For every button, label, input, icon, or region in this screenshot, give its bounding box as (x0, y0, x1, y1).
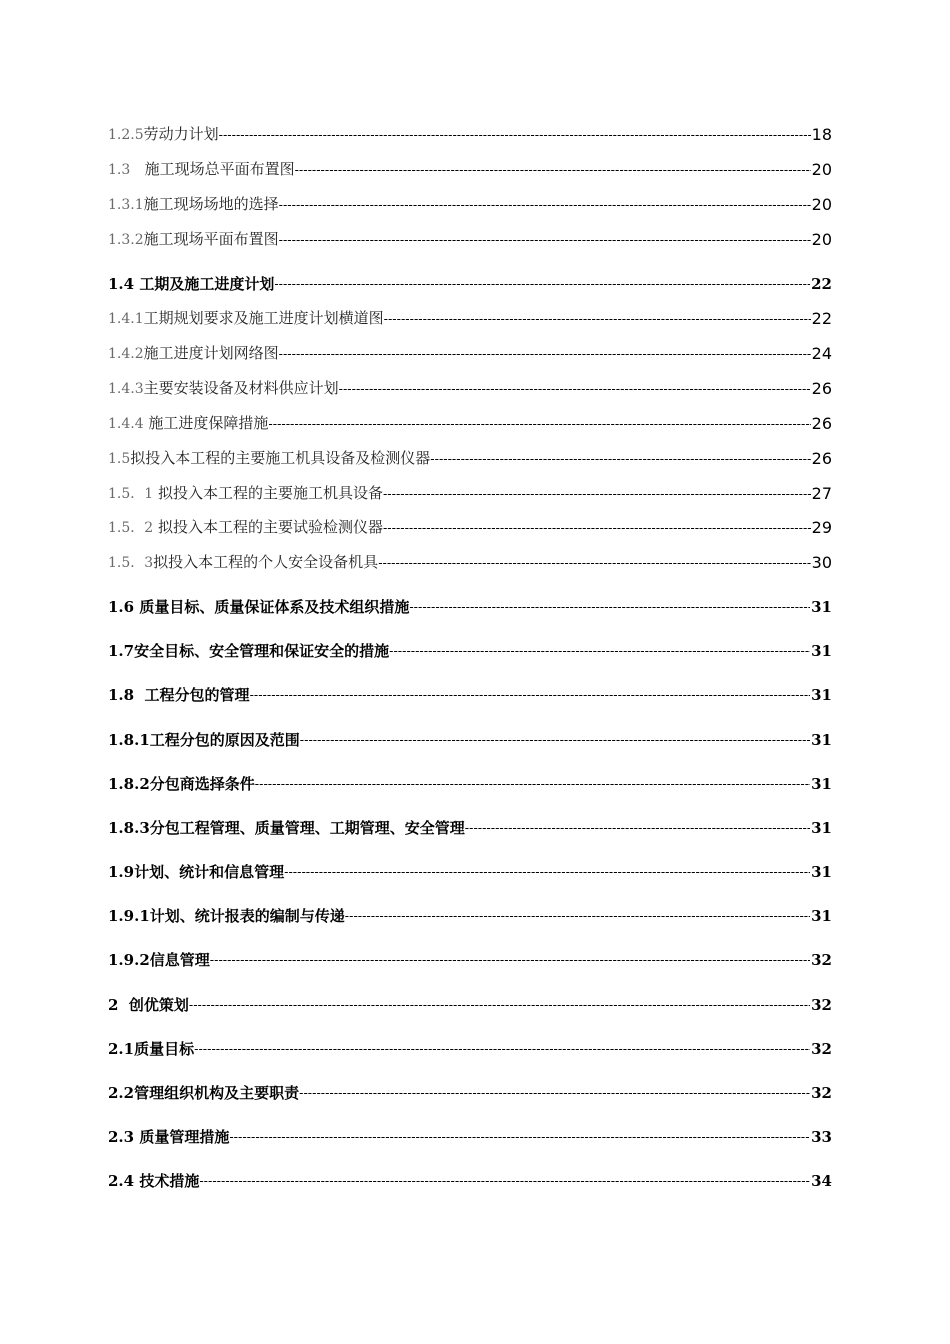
toc-entry[interactable] (108, 1165, 832, 1191)
toc-page-number: 31 (811, 775, 832, 793)
toc-page-number: 32 (811, 1084, 832, 1102)
toc-page-number: 20 (811, 230, 832, 249)
toc-entry-number: 1.3 (108, 162, 131, 178)
toc-leader (383, 518, 811, 538)
toc-leader (383, 484, 811, 504)
toc-entry[interactable] (108, 268, 832, 294)
toc-leader (300, 730, 810, 750)
toc-entry-number: 1.3.2 (108, 232, 144, 248)
toc-page-number: 29 (811, 518, 832, 537)
toc-leader (409, 597, 810, 617)
toc-entry[interactable] (108, 679, 832, 705)
toc-leader (250, 685, 811, 705)
toc-entry-title: 施工现场场地的选择 (143, 195, 279, 213)
toc-entry[interactable] (108, 154, 832, 180)
toc-entry[interactable] (108, 724, 832, 750)
toc-page-number: 22 (811, 275, 832, 293)
toc-entry[interactable] (108, 944, 832, 970)
toc-leader (279, 195, 811, 215)
toc-page-number: 34 (811, 1172, 832, 1190)
toc-entry-number: 1.5．3 (108, 555, 154, 571)
toc-page-number: 24 (811, 344, 832, 363)
toc-entry-title: 技术措施 (134, 1172, 200, 1190)
toc-entry-title: 拟投入本工程的主要试验检测仪器 (153, 518, 383, 536)
toc-page-number: 31 (811, 907, 832, 925)
toc-entry-title: 拟投入本工程的主要施工机具设备及检测仪器 (130, 449, 431, 467)
toc-page-number: 31 (811, 819, 832, 837)
toc-entry[interactable] (108, 512, 832, 538)
toc-entry-title: 质量管理措施 (134, 1128, 230, 1146)
toc-entry[interactable] (108, 989, 832, 1015)
toc-leader (210, 950, 810, 970)
toc-entry-title: 管理组织机构及主要职责 (134, 1084, 300, 1102)
toc-entry[interactable] (108, 768, 832, 794)
toc-entry-title: 工程分包的原因及范围 (149, 731, 300, 749)
toc-leader (299, 1083, 810, 1103)
toc-page-number: 18 (811, 125, 832, 144)
toc-leader (255, 774, 810, 794)
toc-entry-title: 施工进度计划网络图 (143, 344, 279, 362)
toc-entry-number: 1.8.1 (108, 731, 150, 749)
toc-entry-number: 1.8 (108, 686, 135, 704)
toc-entry-title: 质量目标、质量保证体系及技术组织措施 (134, 598, 410, 616)
toc-entry-number: 1.4.2 (108, 346, 144, 362)
toc-page-number: 32 (811, 1040, 832, 1058)
toc-leader (279, 230, 811, 250)
toc-entry-title: 工期规划要求及施工进度计划横道图 (143, 309, 384, 327)
toc-entry[interactable] (108, 1121, 832, 1147)
toc-leader (430, 449, 810, 469)
toc-entry[interactable] (108, 900, 832, 926)
toc-entry-number: 1.5 (108, 451, 131, 467)
toc-entry[interactable] (108, 547, 832, 573)
toc-leader (189, 995, 810, 1015)
toc-entry-title: 施工进度保障措施 (143, 414, 269, 432)
toc-entry[interactable] (108, 119, 832, 145)
toc-leader (219, 125, 811, 145)
toc-entry-number: 2.1 (108, 1040, 135, 1058)
toc-entry-number: 1.2.5 (108, 127, 144, 143)
toc-entry-number: 1.5．2 (108, 520, 154, 536)
toc-entry[interactable] (108, 338, 832, 364)
toc-leader (268, 414, 810, 434)
toc-entry-title: 工期及施工进度计划 (134, 275, 275, 293)
toc-entry-title: 工程分包的管理 (134, 686, 250, 704)
toc-page-number: 31 (811, 642, 832, 660)
toc-entry-title: 创优策划 (118, 996, 189, 1014)
toc-entry-title: 信息管理 (149, 951, 210, 969)
toc-entry-number: 1.4.3 (108, 381, 144, 397)
toc-page-number: 31 (811, 731, 832, 749)
toc-leader (295, 160, 811, 180)
toc-entry-number: 2.2 (108, 1084, 135, 1102)
toc-entry[interactable] (108, 591, 832, 617)
toc-entry-number: 1.7 (108, 642, 135, 660)
toc-entry-number: 2.3 (108, 1128, 135, 1146)
toc-page-number: 22 (811, 309, 832, 328)
toc-leader (339, 379, 811, 399)
toc-entry-number: 1.9 (108, 863, 135, 881)
toc-entry-number: 1.6 (108, 598, 135, 616)
toc-entry-title: 施工现场总平面布置图 (130, 160, 295, 178)
toc-leader (384, 309, 811, 329)
toc-leader (465, 818, 810, 838)
toc-page-number: 31 (811, 598, 832, 616)
toc-entry-number: 1.5．1 (108, 486, 154, 502)
toc-entry[interactable] (108, 408, 832, 434)
toc-entry-title: 施工现场平面布置图 (143, 230, 279, 248)
toc-entry[interactable] (108, 1033, 832, 1059)
toc-entry[interactable] (108, 443, 832, 469)
toc-entry-title: 主要安装设备及材料供应计划 (143, 379, 339, 397)
toc-entry-title: 分包商选择条件 (149, 775, 255, 793)
toc-entry-number: 1.8.2 (108, 775, 150, 793)
toc-leader (279, 344, 811, 364)
toc-page-number: 30 (811, 553, 832, 572)
toc-page-number: 26 (811, 379, 832, 398)
toc-page-number: 20 (811, 195, 832, 214)
toc-leader (229, 1127, 810, 1147)
toc-page-number: 20 (811, 160, 832, 179)
toc-page-number: 27 (811, 484, 832, 503)
toc-entry-title: 安全目标、安全管理和保证安全的措施 (134, 642, 390, 660)
toc-entry-number: 1.3.1 (108, 197, 144, 213)
toc-entry-number: 1.8.3 (108, 819, 150, 837)
toc-entry-title: 拟投入本工程的主要施工机具设备 (153, 484, 383, 502)
toc-entry-title: 质量目标 (134, 1040, 195, 1058)
toc-leader (389, 641, 810, 661)
toc-entry[interactable] (108, 478, 832, 504)
toc-entry-number: 1.4.1 (108, 311, 144, 327)
toc-entry-title: 分包工程管理、质量管理、工期管理、安全管理 (149, 819, 465, 837)
toc-entry-title: 劳动力计划 (143, 125, 219, 143)
toc-leader (199, 1171, 810, 1191)
toc-page-number: 33 (811, 1128, 832, 1146)
toc-entry[interactable] (108, 1077, 832, 1103)
toc-page-number: 26 (811, 414, 832, 433)
toc-entry[interactable] (108, 373, 832, 399)
toc-entry-title: 计划、统计和信息管理 (134, 863, 285, 881)
toc-entry-number: 2 (108, 996, 119, 1014)
toc-leader (194, 1039, 810, 1059)
toc-entry-number: 1.4 (108, 275, 135, 293)
toc-entry[interactable] (108, 635, 832, 661)
toc-entry[interactable] (108, 812, 832, 838)
toc-leader (274, 274, 810, 294)
toc-entry[interactable] (108, 303, 832, 329)
toc-entry-title: 拟投入本工程的个人安全设备机具 (153, 553, 379, 571)
toc-leader (345, 906, 810, 926)
toc-entry[interactable] (108, 189, 832, 215)
toc-page-number: 32 (811, 951, 832, 969)
toc-leader (378, 553, 810, 573)
toc-entry-number: 1.4.4 (108, 416, 144, 432)
toc-entry-number: 2.4 (108, 1172, 135, 1190)
toc-entry-number: 1.9.1 (108, 907, 150, 925)
toc-page-number: 26 (811, 449, 832, 468)
toc-leader (284, 862, 810, 882)
toc-entry[interactable] (108, 856, 832, 882)
toc-page-number: 31 (811, 863, 832, 881)
toc-page-number: 32 (811, 996, 832, 1014)
toc-entry-title: 计划、统计报表的编制与传递 (149, 907, 345, 925)
toc-entry-number: 1.9.2 (108, 951, 150, 969)
toc-entry[interactable] (108, 224, 832, 250)
toc-page-number: 31 (811, 686, 832, 704)
